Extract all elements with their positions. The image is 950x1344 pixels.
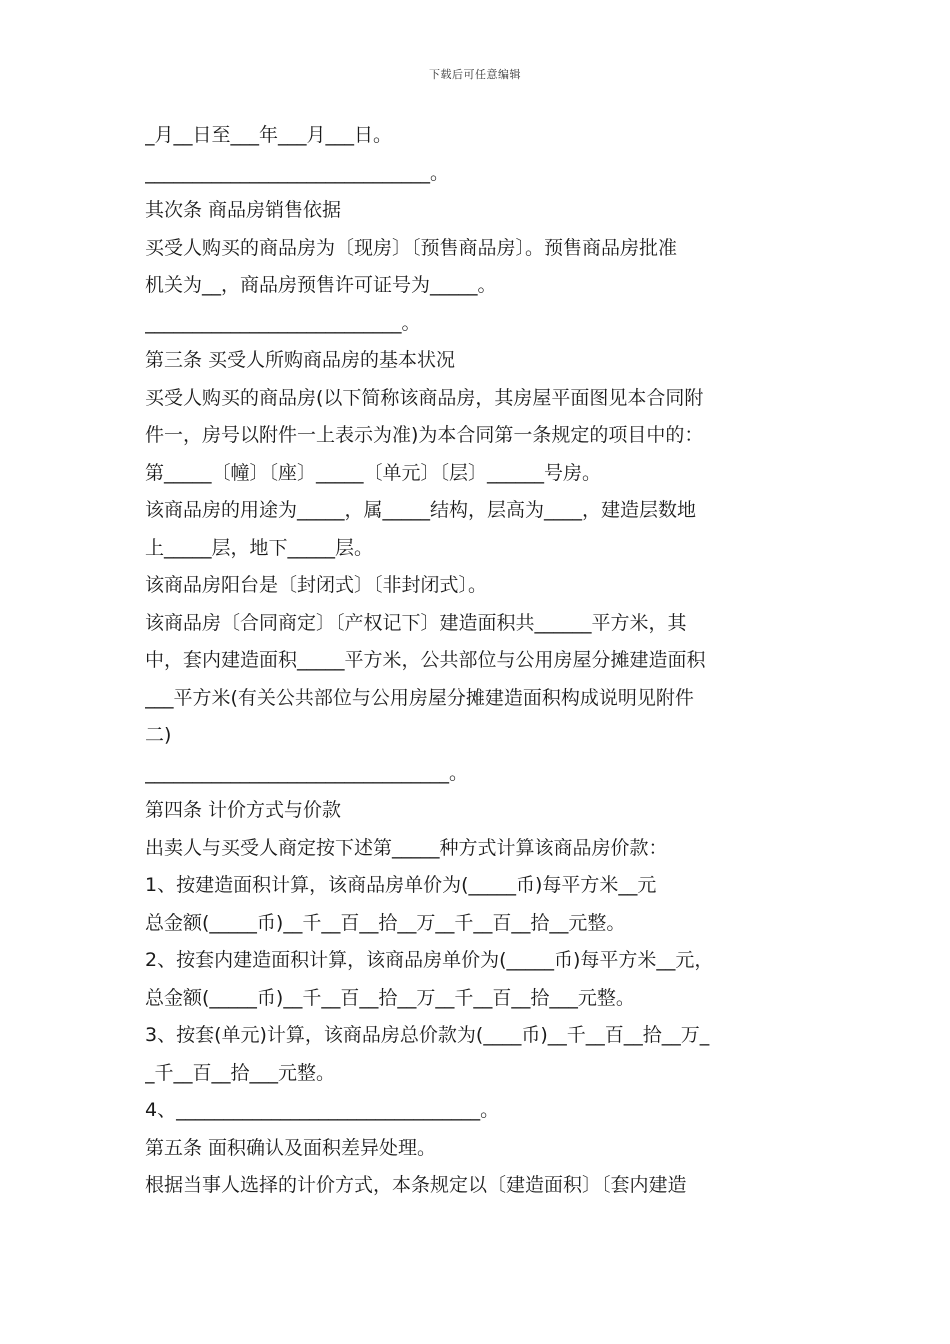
text-line: 中，套内建造面积_____平方米，公共部位与公用房屋分摊建造面积	[145, 649, 706, 671]
text-line: _千__百__拾___元整。	[145, 1061, 336, 1084]
text-line: ______________________________。	[145, 161, 450, 184]
text-line: 出卖人与买受人商定按下述第_____种方式计算该商品房价款：	[145, 836, 668, 859]
text-line: ________________________________。	[145, 761, 469, 784]
text-line: _月__日至___年___月___日。	[145, 124, 393, 146]
text-line: 4、________________________________。	[145, 1099, 500, 1121]
text-line: 3、按套(单元)计算，该商品房总价款为(____币)__千__百__拾__万_	[145, 1024, 710, 1046]
text-line: 件一，房号以附件一上表示为准)为本合同第一条规定的项目中的：	[145, 424, 704, 446]
section-heading: 第五条 面积确认及面积差异处理。	[145, 1136, 437, 1159]
text-line: 买受人购买的商品房为〔现房〕〔预售商品房〕。预售商品房批准	[145, 236, 678, 259]
text-line: 该商品房的用途为_____，属_____结构，层高为____，建造层数地	[145, 499, 697, 521]
text-line: 该商品房〔合同商定〕〔产权记下〕建造面积共______平方米，其	[145, 611, 687, 634]
text-line: 买受人购买的商品房(以下简称该商品房，其房屋平面图见本合同附	[145, 386, 704, 409]
document-body	[145, 117, 810, 1205]
text-line: 根据当事人选择的计价方式，本条规定以〔建造面积〕〔套内建造	[145, 1174, 687, 1196]
text-line: ___________________________。	[145, 311, 421, 334]
text-line: 上_____层，地下_____层。	[145, 536, 374, 559]
section-heading: 第四条 计价方式与价款	[145, 799, 342, 821]
text-line: 第_____〔幢〕〔座〕_____〔单元〕〔层〕______号房。	[145, 461, 602, 484]
section-heading: 第三条 买受人所购商品房的基本状况	[145, 349, 456, 371]
page-header: 下载后可任意编辑	[429, 68, 521, 81]
text-line: 总金额(_____币)__千__百__拾__万__千__百__拾__元整。	[145, 911, 626, 934]
text-line: 总金额(_____币)__千__百__拾__万__千__百__拾___元整。	[145, 986, 635, 1009]
text-line: 该商品房阳台是〔封闭式〕〔非封闭式〕。	[145, 574, 488, 596]
text-line: ___平方米(有关公共部位与公用房屋分摊建造面积构成说明见附件	[145, 686, 694, 709]
text-line: 机关为__，商品房预售许可证号为_____。	[145, 274, 497, 296]
text-line: 二)	[145, 724, 172, 746]
text-line: 2、按套内建造面积计算，该商品房单价为(_____币)每平方米__元，	[145, 949, 714, 971]
text-line: 1、按建造面积计算，该商品房单价为(_____币)每平方米__元	[145, 874, 657, 896]
section-heading: 其次条 商品房销售依据	[145, 199, 342, 221]
